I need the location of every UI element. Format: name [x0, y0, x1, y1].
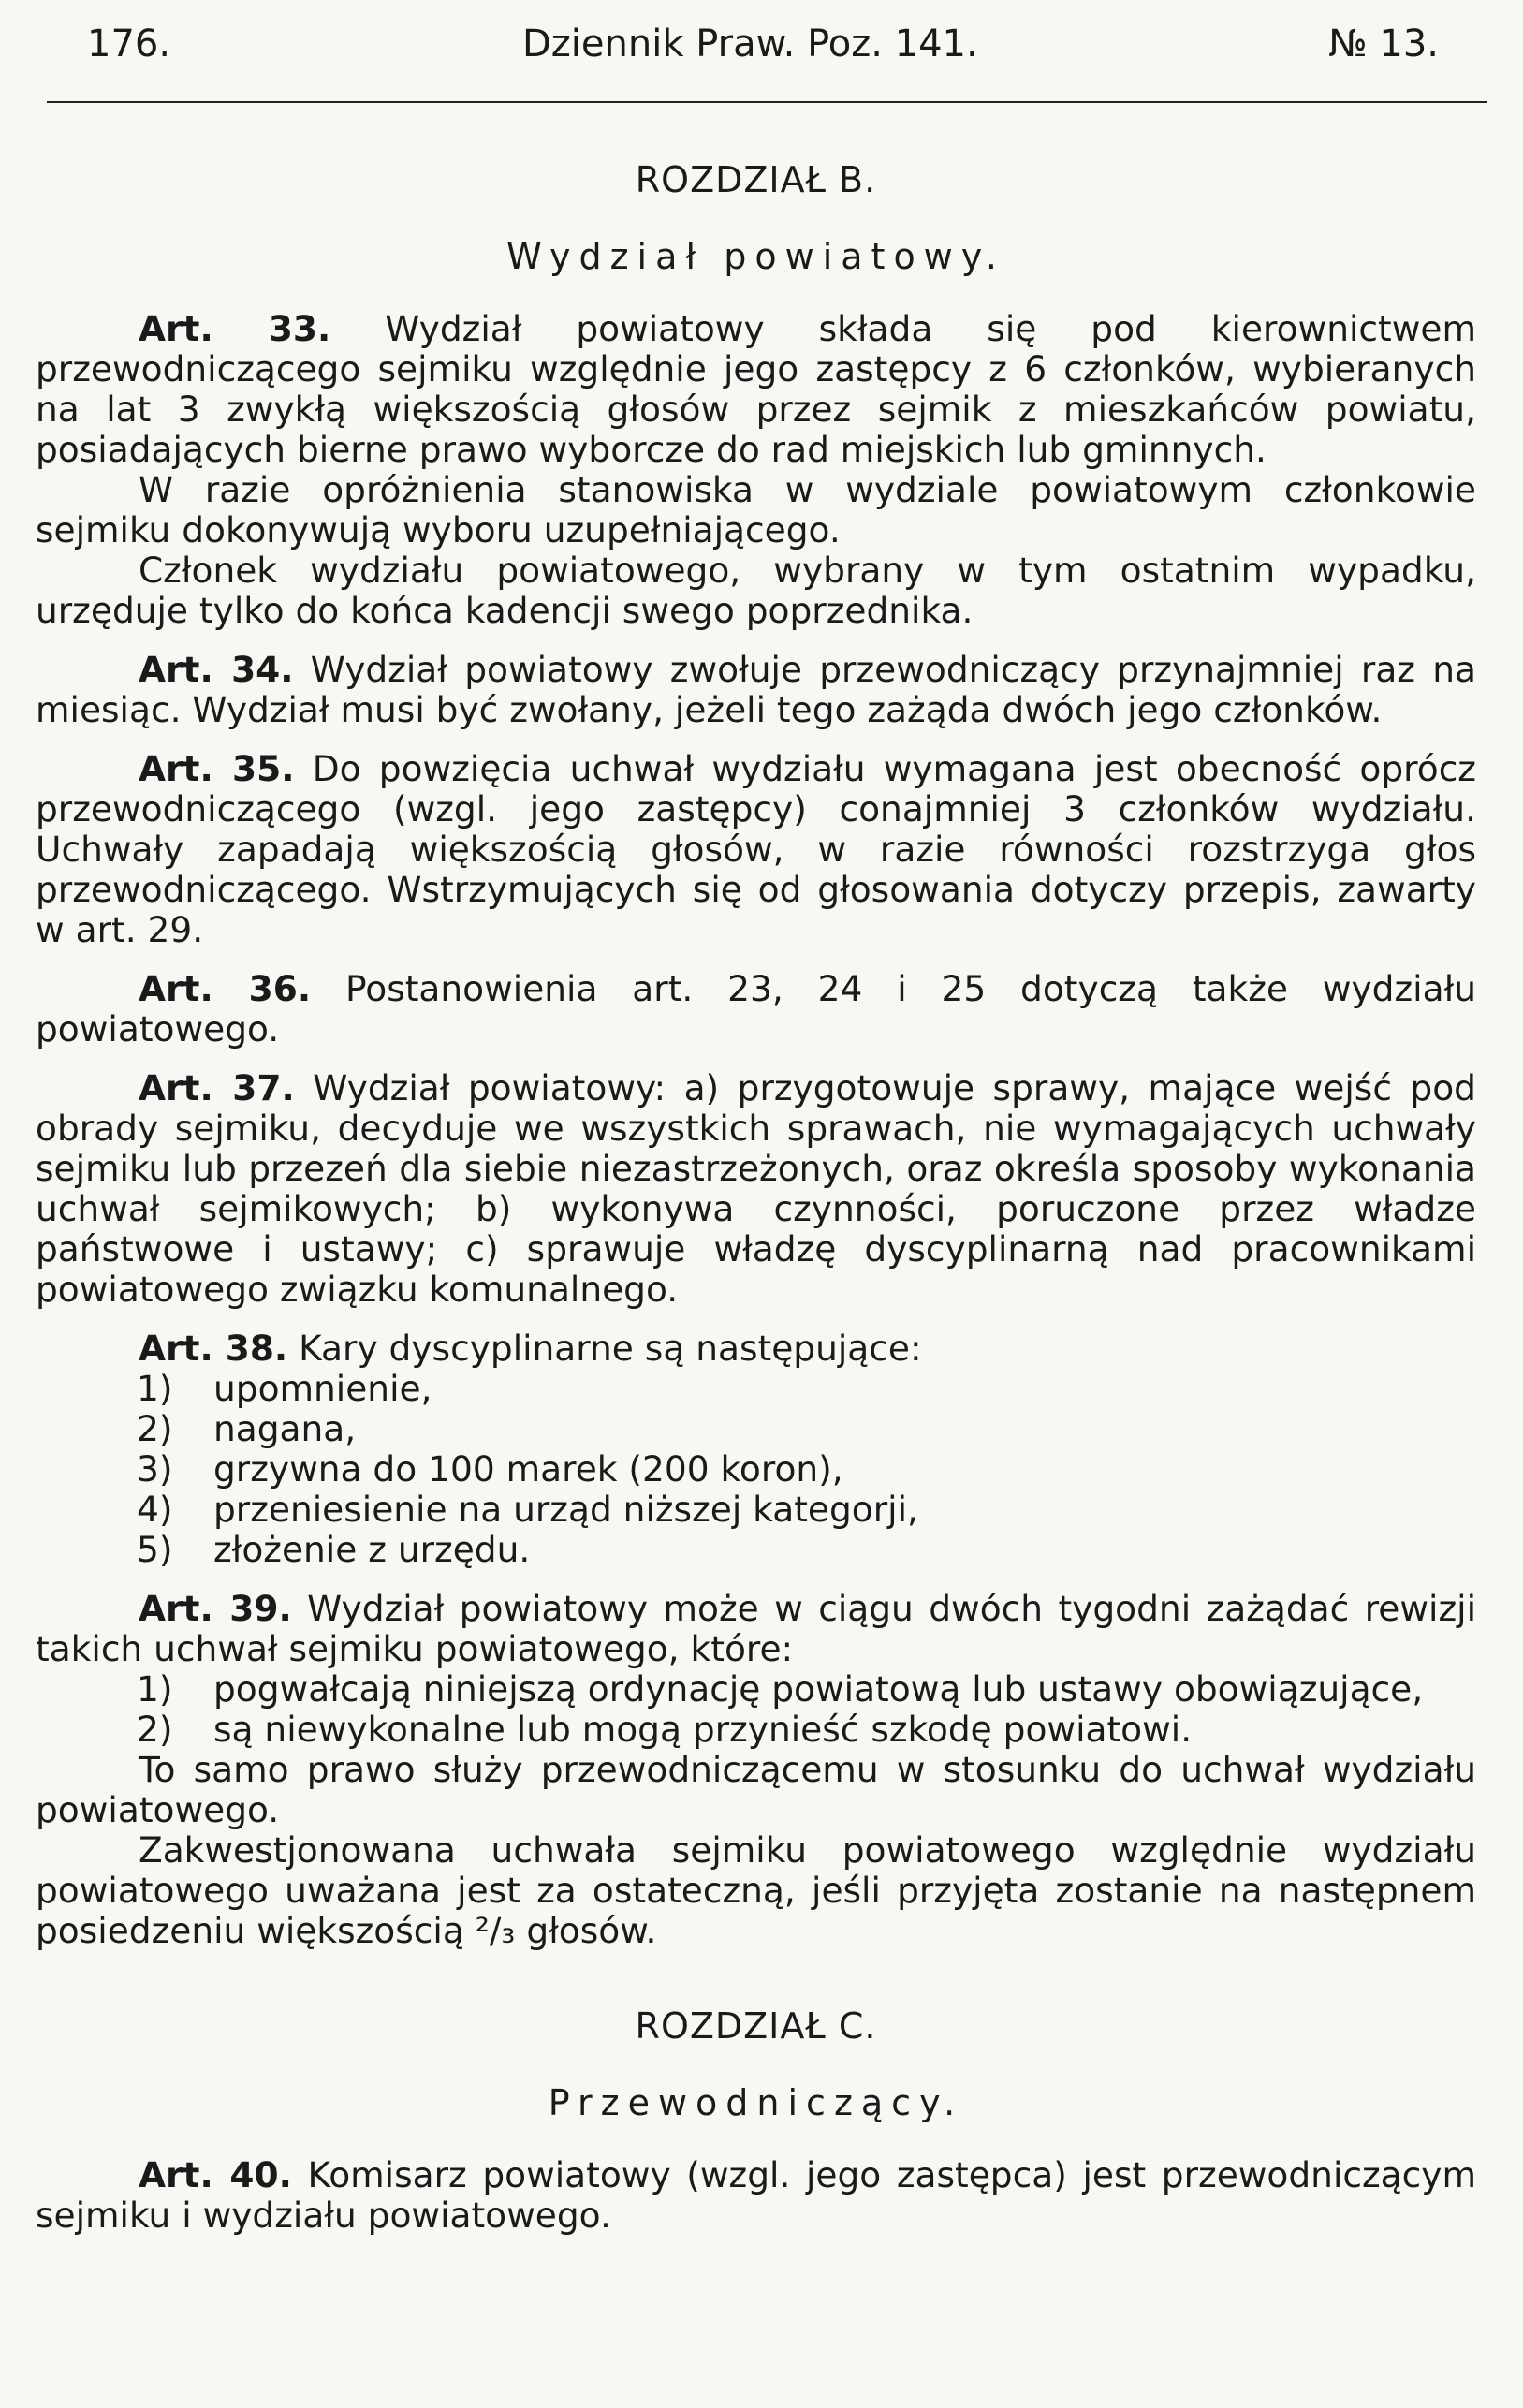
article-40-label: Art. 40.	[139, 2154, 292, 2195]
list-item-text: przeniesienie na urząd niższej kategorji,	[213, 1489, 918, 1530]
list-item	[137, 1669, 1476, 1710]
article-38-penalty-list	[137, 1369, 1476, 1570]
article-37-label: Art. 37.	[139, 1067, 295, 1109]
issue-number: № 13.	[1328, 22, 1439, 66]
article-39-condition-list	[137, 1669, 1476, 1750]
article-34	[36, 650, 1476, 730]
list-item	[137, 1449, 1476, 1490]
article-38-text: Kary dyscyplinarne są następujące:	[299, 1328, 922, 1369]
header-rule	[47, 101, 1487, 103]
list-item	[137, 1710, 1476, 1750]
article-39-text: Wydział powiatowy może w ciągu dwóch tygodni zażądać rewizji takich uchwał sejmiku powiatowego, które:	[36, 1588, 1476, 1669]
list-item-number: 1)	[137, 1668, 173, 1710]
list-item-text: pogwałcają niniejszą ordynację powiatową lub ustawy obowiązujące,	[213, 1668, 1424, 1710]
list-item-number: 2)	[137, 1709, 173, 1750]
list-item-number: 3)	[137, 1448, 173, 1490]
article-35-text: Do powzięcia uchwał wydziału wymagana jest obecność oprócz przewodniczącego (wzgl. jego zastępcy) conajmniej 3 członków wydziału. Uchwały zapadają większością głosów, w razie równości rozstrzyga głos przewodniczącego. Wstrzymujących się od głosowania dotyczy przepis, zawarty w art. 29.	[36, 748, 1476, 950]
article-35	[36, 749, 1476, 950]
list-item-number: 5)	[137, 1529, 173, 1570]
list-item-text: upomnienie,	[213, 1368, 432, 1409]
list-item-number: 4)	[137, 1489, 173, 1530]
article-33-label: Art. 33.	[139, 308, 331, 349]
list-item-number: 2)	[137, 1408, 173, 1449]
journal-title: Dziennik Praw. Poz. 141.	[522, 22, 978, 66]
article-35-label: Art. 35.	[139, 748, 295, 789]
list-item	[137, 1530, 1476, 1570]
list-item	[137, 1409, 1476, 1449]
article-38-label: Art. 38.	[139, 1328, 288, 1369]
article-36	[36, 969, 1476, 1050]
running-header	[36, 0, 1476, 101]
article-39-para-2: To samo prawo służy przewodniczącemu w stosunku do uchwał wydziału powiatowego.	[36, 1749, 1476, 1830]
list-item-number: 1)	[137, 1368, 173, 1409]
article-33-para-2: W razie opróżnienia stanowiska w wydziale powiatowym członkowie sejmiku dokonywują wyboru uzupełniającego.	[36, 469, 1476, 551]
article-40	[36, 2155, 1476, 2236]
list-item-text: złożenie z urzędu.	[213, 1529, 531, 1570]
article-36-label: Art. 36.	[139, 968, 312, 1009]
list-item	[137, 1490, 1476, 1530]
list-item-text: nagana,	[213, 1408, 357, 1449]
article-38	[36, 1329, 1476, 1369]
section-c-subheading: Przewodniczący.	[548, 2082, 964, 2123]
article-40-text: Komisarz powiatowy (wzgl. jego zastępca) jest przewodniczącym sejmiku i wydziału powiatowego.	[36, 2154, 1476, 2236]
article-34-text: Wydział powiatowy zwołuje przewodniczący przynajmniej raz na miesiąc. Wydział musi być zwołany, jeżeli tego zażąda dwóch jego członków.	[36, 649, 1476, 730]
article-39	[36, 1589, 1476, 1669]
list-item-text: grzywna do 100 marek (200 koron),	[213, 1448, 843, 1490]
list-item-text: są niewykonalne lub mogą przynieść szkodę powiatowi.	[213, 1709, 1193, 1750]
article-37	[36, 1068, 1476, 1310]
list-item	[137, 1369, 1476, 1409]
article-36-text: Postanowienia art. 23, 24 i 25 dotyczą także wydziału powiatowego.	[36, 968, 1476, 1050]
section-c-heading: ROZDZIAŁ C.	[635, 2005, 877, 2047]
article-37-text: Wydział powiatowy: a) przygotowuje sprawy, mające wejść pod obrady sejmiku, decyduje we wszystkich sprawach, nie wymagających uchwały sejmiku lub przezeń dla siebie niezastrzeżonych, oraz określa sposoby wykonania uchwał sejmikowych; b) wykonywa czynności, poruczone przez władze państwowe i ustawy; c) sprawuje władzę dyscyplinarną nad pracownikami powiatowego związku komunalnego.	[36, 1067, 1476, 1310]
section-b-heading: ROZDZIAŁ B.	[635, 159, 877, 200]
article-33	[36, 309, 1476, 470]
article-39-para-3: Zakwestjonowana uchwała sejmiku powiatowego względnie wydziału powiatowego uważana jest za ostateczną, jeśli przyjęta zostanie na następnem posiedzeniu większością ²/₃ głosów.	[36, 1829, 1476, 1951]
article-33-para-3: Członek wydziału powiatowego, wybrany w tym ostatnim wypadku, urzęduje tylko do końca kadencji swego poprzednika.	[36, 550, 1476, 631]
article-39-label: Art. 39.	[139, 1588, 292, 1629]
section-b-subheading: Wydział powiatowy.	[506, 236, 1005, 277]
article-34-label: Art. 34.	[139, 649, 294, 690]
page-number: 176.	[87, 22, 171, 66]
article-33-text: Wydział powiatowy składa się pod kierownictwem przewodniczącego sejmiku względnie jego zastępcy z 6 członków, wybieranych na lat 3 zwykłą większością głosów przez sejmik z mieszkańców powiatu, posiadających bierne prawo wyborcze do rad miejskich lub gminnych.	[36, 308, 1476, 470]
